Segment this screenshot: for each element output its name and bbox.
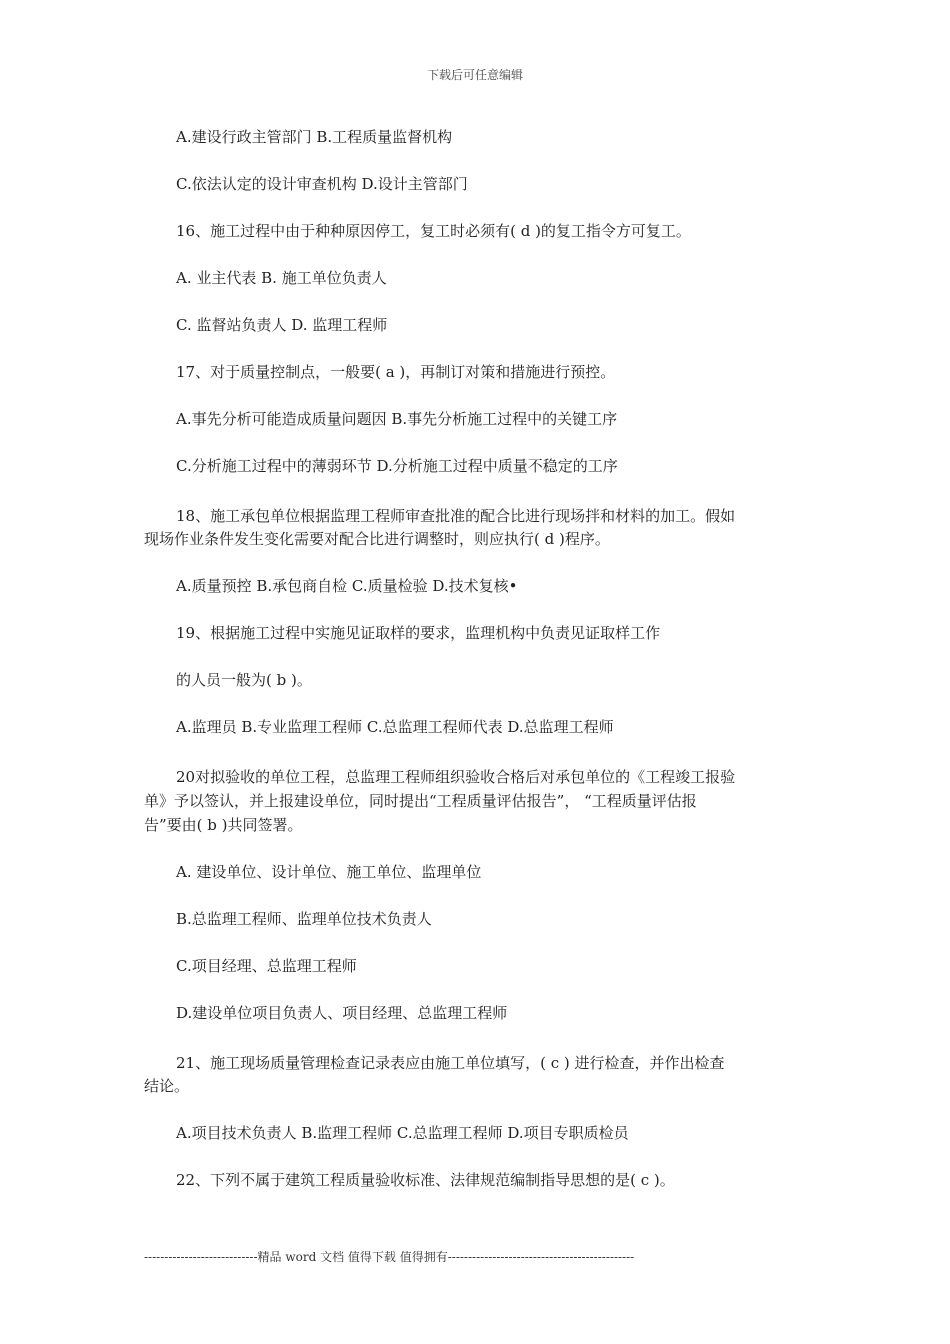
q21-question-line2: 结论。: [144, 1077, 190, 1095]
q19-question-line1: 19、根据施工过程中实施见证取样的要求，监理机构中负责见证取样工作: [176, 624, 661, 642]
q20-question-line2: 单》予以签认，并上报建设单位，同时提出“工程质量评估报告”， “工程质量评估报: [144, 792, 697, 810]
q20-question-line1: 20对拟验收的单位工程，总监理工程师组织验收合格后对承包单位的《工程竣工报验: [176, 768, 736, 786]
q20-question-line3: 告”要由( b )共同签署。: [144, 816, 303, 834]
q22-question: 22、下列不属于建筑工程质量验收标准、法律规范编制指导思想的是( c )。: [176, 1171, 675, 1189]
q16-options-ab: A. 业主代表 B. 施工单位负责人: [176, 269, 387, 287]
q21-options: A.项目技术负责人 B.监理工程师 C.总监理工程师 D.项目专职质检员: [176, 1124, 629, 1142]
q16-question: 16、施工过程中由于种种原因停工，复工时必须有( d )的复工指令方可复工。: [176, 222, 691, 240]
page-footer: ----------------------------精品 word 文档 值得下载 值得拥有----------------------------------------------: [144, 1250, 635, 1264]
q18-question-line2: 现场作业条件发生变化需要对配合比进行调整时，则应执行( d )程序。: [144, 530, 610, 548]
q17-options-ab: A.事先分析可能造成质量问题因 B.事先分析施工过程中的关键工序: [176, 410, 618, 428]
q21-question-line1: 21、施工现场质量管理检查记录表应由施工单位填写，( c ) 进行检查，并作出检查: [176, 1054, 725, 1072]
q19-question-line2: 的人员一般为( b )。: [176, 671, 312, 689]
q20-option-d: D.建设单位项目负责人、项目经理、总监理工程师: [176, 1004, 508, 1022]
page-header: 下载后可任意编辑: [426, 68, 523, 82]
q20-option-b: B.总监理工程师、监理单位技术负责人: [176, 910, 432, 928]
q18-options: A.质量预控 B.承包商自检 C.质量检验 D.技术复核•: [176, 577, 518, 595]
q17-question: 17、对于质量控制点，一般要( a )，再制订对策和措施进行预控。: [176, 363, 616, 381]
q15-options-cd: C.依法认定的设计审查机构 D.设计主管部门: [176, 175, 468, 193]
q18-question-line1: 18、施工承包单位根据监理工程师审查批准的配合比进行现场拌和材料的加工。假如: [176, 507, 736, 525]
q20-option-a: A. 建设单位、设计单位、施工单位、监理单位: [176, 863, 482, 881]
q15-options-ab: A.建设行政主管部门 B.工程质量监督机构: [176, 128, 453, 146]
q16-options-cd: C. 监督站负责人 D. 监理工程师: [176, 316, 388, 334]
q17-options-cd: C.分析施工过程中的薄弱环节 D.分析施工过程中质量不稳定的工序: [176, 457, 618, 475]
q19-options: A.监理员 B.专业监理工程师 C.总监理工程师代表 D.总监理工程师: [176, 718, 614, 736]
q20-option-c: C.项目经理、总监理工程师: [176, 957, 357, 975]
